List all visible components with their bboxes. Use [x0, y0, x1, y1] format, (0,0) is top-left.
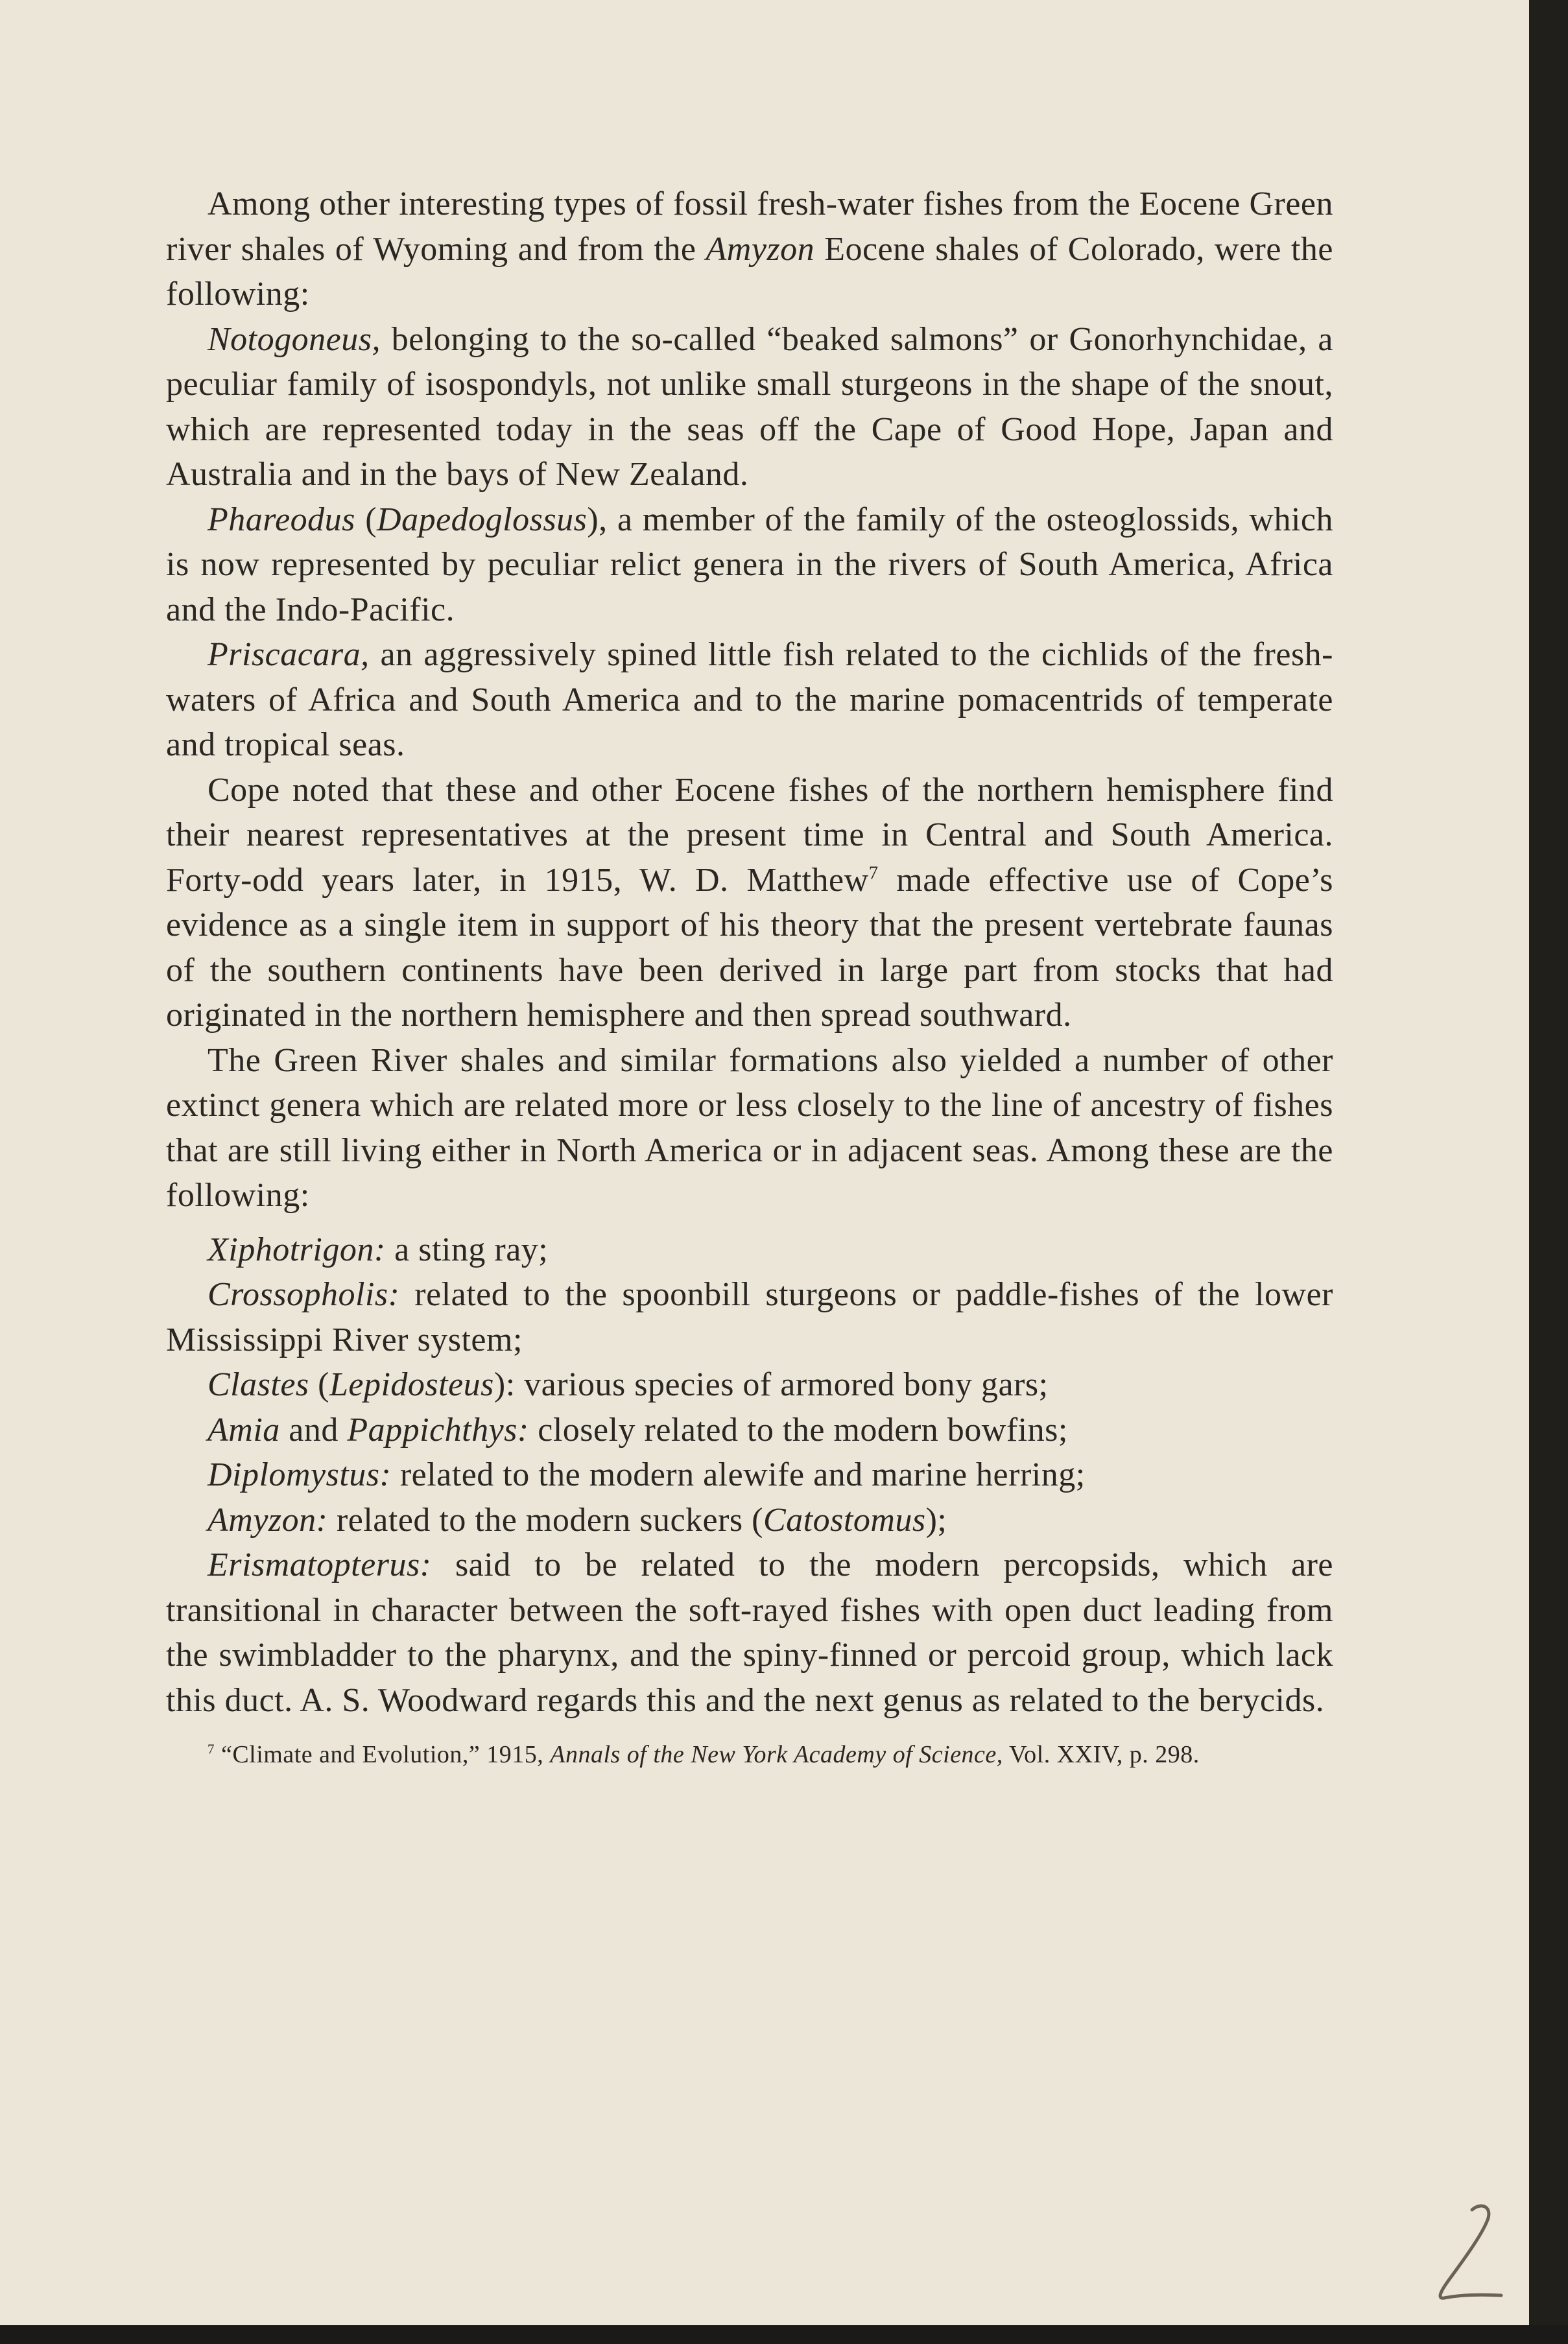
text-run: related to the spoonbill sturgeons or paddle-fishes of the lower Mississippi River system;	[166, 1276, 1333, 1358]
text-run: closely related to the modern bowfins;	[529, 1411, 1068, 1449]
italic-term: Amyzon:	[208, 1501, 328, 1539]
text-run: );	[925, 1501, 947, 1539]
text-run: (	[355, 501, 377, 538]
footnote-marker: 7	[208, 1741, 215, 1757]
text-run: Among other interesting types of fossil fresh-water fishes from the Eocene Green river shales of Wyoming and from the	[166, 185, 1333, 268]
italic-term: Phareodus	[208, 501, 355, 538]
italic-term: Amia	[208, 1411, 280, 1449]
italic-term: Catostomus	[763, 1501, 926, 1539]
italic-term: Erismatopterus:	[208, 1546, 432, 1583]
italic-term: Priscacara,	[208, 636, 370, 673]
list-item-crossopholis	[166, 1272, 1333, 1362]
text-run: an aggressively spined little fish related to the cichlids of the fresh-waters of Africa and South America and to the marine pomacentrids of temperate and tropical seas.	[166, 636, 1333, 763]
footnote-marker: 7	[868, 863, 879, 884]
paragraph-group	[166, 182, 1333, 1218]
italic-term: Crossopholis:	[208, 1276, 400, 1313]
text-run: The Green River shales and similar formations also yielded a number of other extinct genera which are related more or less closely to the line of ancestry of fishes that are still living either in North America or in adjacent seas. Among these are the following:	[166, 1041, 1333, 1214]
italic-term: Dapedoglossus	[377, 501, 588, 538]
text-run: related to the modern alewife and marine herring;	[391, 1456, 1086, 1493]
scan-edge-right	[1529, 0, 1568, 2344]
footnote	[166, 1737, 1333, 1772]
italic-term: Lepidosteus	[329, 1366, 494, 1403]
italic-term: Amyzon	[706, 230, 815, 268]
list-item-amyzon	[166, 1498, 1333, 1543]
text-run: Eocene shales of Colorado, were the following:	[166, 230, 1334, 313]
handwritten-page-number	[1410, 2198, 1514, 2312]
text-run: ), a member of the family of the osteoglossids, which is now represented by peculiar relict genera in the rivers of South America, Africa and the Indo-Pacific.	[166, 501, 1333, 628]
italic-term: Xiphotrigon:	[208, 1231, 386, 1268]
italic-term: Clastes	[208, 1366, 309, 1403]
text-run: belonging to the so-called “beaked salmons” or Gonorhynchidae, a peculiar family of isospondyls, not unlike small sturgeons in the shape of the snout, which are represented today in the seas off the Cape of Good Hope, Japan and Australia and in the bays of New Zealand.	[166, 320, 1333, 493]
body-text	[166, 182, 1333, 1772]
genus-list	[166, 1227, 1333, 1723]
text-run: “Climate and Evolution,” 1915,	[214, 1741, 551, 1768]
list-item-clastes	[166, 1362, 1333, 1408]
list-item-xiphotrigon	[166, 1227, 1333, 1273]
text-run: (	[309, 1366, 329, 1403]
list-item-erismatopterus	[166, 1543, 1333, 1723]
scan-edge-bottom	[0, 2325, 1568, 2344]
paragraph-intro	[166, 182, 1333, 317]
paragraph-green-river	[166, 1038, 1333, 1218]
text-run: said to be related to the modern percopsids, which are transitional in character between the soft-rayed fishes with open duct leading from the swimbladder to the pharynx, and the spiny-finned or percoid group, which lack this duct. A. S. Woodward regards this and the next genus as related to the berycids.	[166, 1546, 1333, 1719]
text-run: related to the modern suckers (	[327, 1501, 763, 1539]
italic-term: Notogoneus,	[208, 320, 381, 358]
paragraph-notogoneus	[166, 317, 1333, 497]
list-item-diplomystus	[166, 1452, 1333, 1498]
paragraph-cope	[166, 768, 1333, 1038]
paragraph-phareodus	[166, 497, 1333, 633]
italic-term: Pappichthys:	[347, 1411, 529, 1449]
text-run: Cope noted that these and other Eocene fishes of the northern hemisphere find their nearest representatives at the present time in Central and South America. Forty-odd years later, in 1915, W. D. Matthew	[166, 771, 1333, 899]
list-item-amia	[166, 1408, 1333, 1453]
text-run: a sting ray;	[385, 1231, 549, 1268]
text-run: and	[279, 1411, 348, 1449]
italic-term: Diplomystus:	[208, 1456, 392, 1493]
text-run: ): various species of armored bony gars;	[493, 1366, 1049, 1403]
text-run: Vol. XXIV, p. 298.	[1003, 1741, 1200, 1768]
paragraph-priscacara	[166, 632, 1333, 768]
italic-term: Annals of the New York Academy of Science,	[550, 1741, 1003, 1768]
text-run: made effective use of Cope’s evidence as a single item in support of his theory that the present vertebrate faunas of the southern continents have been derived in large part from stocks that had originated in the northern hemisphere and then spread southward.	[166, 861, 1333, 1034]
